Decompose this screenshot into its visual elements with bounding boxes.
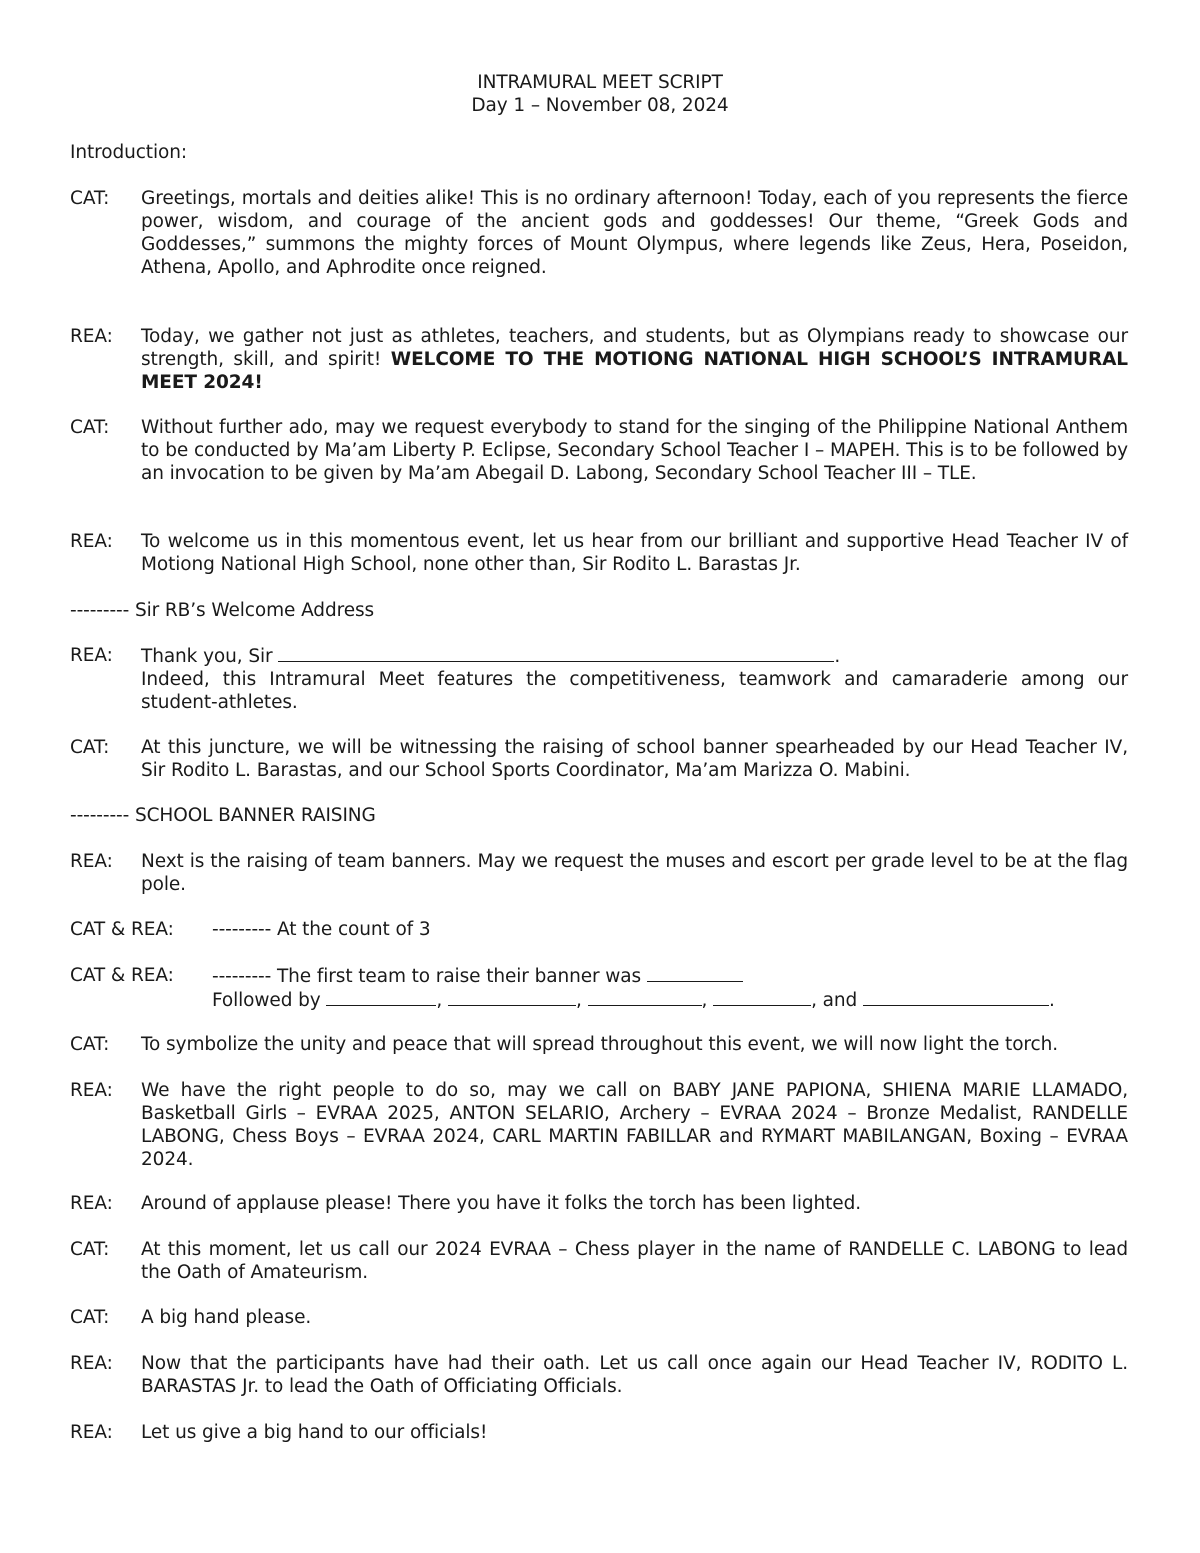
fill-in-blank <box>647 964 743 982</box>
dialogue-text: Now that the participants have had their oath. Let us call once again our Head Teacher IV, RODITO L. BARASTAS Jr. to lead the Oath of Officiating Officials. <box>141 1353 1128 1397</box>
intro-label: Introduction: <box>70 142 187 163</box>
script-line <box>70 416 1128 485</box>
dialogue-text: Greetings, mortals and deities alike! This is no ordinary afternoon! Today, each of you represents the fierce power, wisdom, and courage of the ancient gods and goddesses! Our theme, “Greek Gods and Goddesses,” summons the mighty forces of Mount Olympus, where legends like Zeus, Hera, Poseidon, Athena, Apollo, and Aphrodite once reigned. <box>141 188 1128 278</box>
speaker-label: CAT: <box>70 1307 110 1328</box>
dialogue-text: Around of applause please! There you have it folks the torch has been lighted. <box>141 1193 861 1214</box>
dialogue-plain: Today, we gather not just as athletes, teachers, and students, but as Olympians ready to showcase our strength, skill, and spirit! <box>141 326 1128 370</box>
document-title: INTRAMURAL MEET SCRIPT <box>477 72 723 93</box>
dialogue-text: To welcome us in this momentous event, let us hear from our brilliant and supportive Head Teacher IV of Motiong National High School, none other than, Sir Rodito L. Barastas Jr. <box>141 531 1128 575</box>
dialogue-text: A big hand please. <box>141 1307 312 1328</box>
script-line <box>70 964 1128 1012</box>
speaker-label: CAT: <box>70 737 110 758</box>
dialogue-text: Without further ado, may we request everybody to stand for the singing of the Philippine National Anthem to be conducted by Ma’am Liberty P. Eclipse, Secondary School Teacher I – MAPEH. This is to be followed by an invocation to be given by Ma’am Abegail D. Labong, Secondary School Teacher III – TLE. <box>141 417 1128 484</box>
punctuation: . <box>1048 990 1055 1011</box>
speaker-label: CAT & REA: <box>70 919 174 940</box>
speaker-label: CAT: <box>70 1034 110 1055</box>
dialogue-text: Next is the raising of team banners. May we request the muses and escort per grade level to be at the flag pole. <box>141 851 1128 895</box>
speaker-label: REA: <box>70 1353 113 1374</box>
script-line <box>70 530 1128 576</box>
conjunction: , and <box>811 990 858 1011</box>
speaker-label: REA: <box>70 531 113 552</box>
fill-in-blank <box>448 988 576 1006</box>
speaker-label: REA: <box>70 1422 113 1443</box>
script-line <box>70 187 1128 279</box>
speaker-label: REA: <box>70 851 113 872</box>
script-line <box>70 850 1128 896</box>
script-line <box>70 736 1128 782</box>
punctuation: . <box>834 646 841 667</box>
speaker-label: REA: <box>70 326 113 347</box>
dialogue-text: To symbolize the unity and peace that will spread throughout this event, we will now light the torch. <box>141 1034 1058 1055</box>
script-line <box>70 1033 1128 1056</box>
speaker-label: CAT: <box>70 1239 110 1260</box>
dialogue-text <box>141 644 1128 714</box>
speaker-label: REA: <box>70 645 113 666</box>
dialogue-text: At this moment, let us call our 2024 EVRAA – Chess player in the name of RANDELLE C. LABONG to lead the Oath of Amateurism. <box>141 1239 1128 1283</box>
script-line <box>70 325 1128 394</box>
welcome-banner-text: WELCOME TO THE MOTIONG NATIONAL HIGH SCHOOL’S INTRAMURAL MEET 2024! <box>141 349 1129 393</box>
dialogue-text: We have the right people to do so, may we call on BABY JANE PAPIONA, SHIENA MARIE LLAMADO, Basketball Girls – EVRAA 2025, ANTON SELARIO, Archery – EVRAA 2024 – Bronze Medalist, RANDELLE LABONG, Chess Boys – EVRAA 2024, CARL MARTIN FABILLAR and RYMART MABILANGAN, Boxing – EVRAA 2024. <box>141 1080 1128 1170</box>
document-subtitle: Day 1 – November 08, 2024 <box>471 95 729 116</box>
punctuation: , <box>701 990 708 1011</box>
script-line <box>70 1352 1128 1398</box>
script-line <box>70 644 1128 714</box>
fill-in-blank <box>326 988 436 1006</box>
speaker-label: CAT: <box>70 188 110 209</box>
dialogue-text: --------- At the count of 3 <box>212 919 431 940</box>
script-line <box>70 918 1128 941</box>
speaker-label: REA: <box>70 1193 113 1214</box>
script-line <box>70 1421 1128 1444</box>
fill-in-blank <box>713 988 811 1006</box>
dialogue-text <box>141 325 1128 394</box>
dialogue-text: At this juncture, we will be witnessing the raising of school banner spearheaded by our Head Teacher IV, Sir Rodito L. Barastas, and our School Sports Coordinator, Ma’am Marizza O. Mabini. <box>141 737 1128 781</box>
speaker-label: CAT & REA: <box>70 965 174 986</box>
fill-in-blank <box>278 644 834 662</box>
script-line <box>70 1238 1128 1284</box>
dialogue-plain: Indeed, this Intramural Meet features the competitiveness, teamwork and camaraderie among our student-athletes. <box>141 669 1128 713</box>
section-cue: --------- Sir RB’s Welcome Address <box>70 600 375 621</box>
fill-in-blank <box>863 988 1049 1006</box>
dialogue-text <box>212 964 1128 1012</box>
punctuation: , <box>436 990 443 1011</box>
fill-in-blank <box>588 988 702 1006</box>
dialogue-plain: Followed by <box>212 990 321 1011</box>
section-cue: --------- SCHOOL BANNER RAISING <box>70 805 376 826</box>
script-line <box>70 1079 1128 1171</box>
speaker-label: REA: <box>70 1080 113 1101</box>
dialogue-plain: --------- The first team to raise their banner was <box>212 966 642 987</box>
script-line <box>70 1306 1128 1329</box>
dialogue-text: Let us give a big hand to our officials! <box>141 1422 488 1443</box>
punctuation: , <box>575 990 582 1011</box>
speaker-label: CAT: <box>70 417 110 438</box>
script-line <box>70 1192 1128 1215</box>
dialogue-plain: Thank you, Sir <box>141 646 273 667</box>
